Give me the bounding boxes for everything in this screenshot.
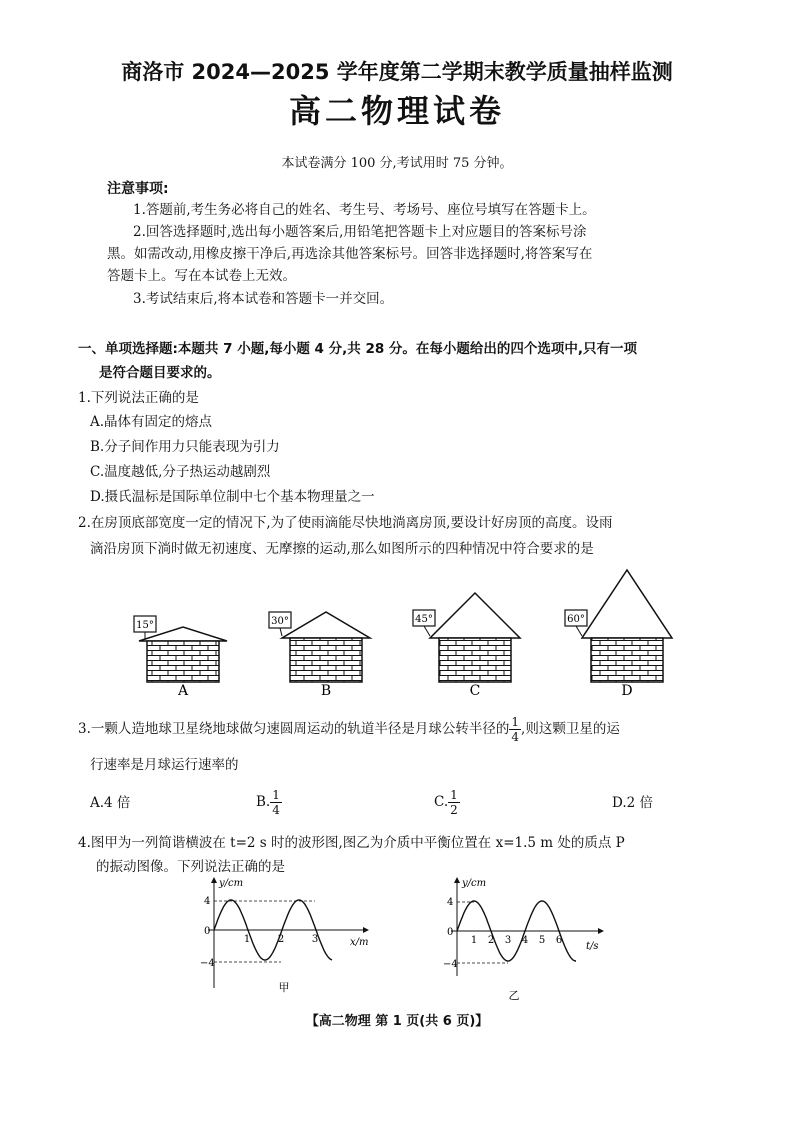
q1-option-a: A.晶体有固定的熔点: [90, 414, 213, 430]
svg-text:0: 0: [204, 926, 211, 937]
svg-text:−4: −4: [443, 959, 458, 970]
notice-item-1: 1.答题前,考生务必将自己的姓名、考生号、考场号、座位号填写在答题卡上。: [133, 202, 596, 218]
svg-text:t/s: t/s: [586, 941, 599, 952]
svg-text:0: 0: [447, 927, 454, 938]
house-d-label: D: [621, 683, 633, 699]
caption-jia: 甲: [278, 981, 290, 994]
svg-text:6: 6: [555, 935, 563, 946]
house-b-angle: 30°: [271, 616, 289, 627]
house-b-label: B: [320, 683, 332, 699]
svg-text:x/m: x/m: [350, 937, 369, 948]
house-c: [413, 593, 520, 699]
svg-text:3: 3: [311, 934, 319, 945]
house-b: [269, 612, 370, 699]
svg-text:1: 1: [243, 934, 251, 945]
svg-text:−4: −4: [200, 958, 215, 969]
notice-item-2-line3: 答题卡上。写在本试卷上无效。: [107, 268, 296, 284]
section-heading-line1: 一、单项选择题:本题共 7 小题,每小题 4 分,共 28 分。在每小题给出的四个选项中,只有一项: [78, 341, 638, 357]
q2-stem-line1: 2.在房顶底部宽度一定的情况下,为了使雨滴能尽快地淌离房顶,要设计好房顶的高度。设雨: [78, 515, 613, 531]
page-footer: 【高二物理 第 1 页(共 6 页)】: [305, 1014, 489, 1029]
exam-info: 本试卷满分 100 分,考试用时 75 分钟。: [281, 156, 513, 171]
q1-option-b: B.分子间作用力只能表现为引力: [90, 439, 280, 455]
notice-item-2-line1: 2.回答选择题时,选出每小题答案后,用铅笔把答题卡上对应题目的答案标号涂: [133, 224, 587, 240]
svg-text:4: 4: [447, 897, 454, 908]
svg-text:y/cm: y/cm: [462, 878, 487, 889]
subject-title: 高二物理试卷: [288, 92, 505, 130]
q4-graph-yi: [420, 872, 610, 1004]
section-heading-line2: 是符合题目要求的。: [99, 365, 221, 381]
q2-stem-line2: 滴沿房顶下淌时做无初速度、无摩擦的运动,那么如图所示的四种情况中符合要求的是: [90, 541, 594, 557]
q3-option-b: B. $\frac{1}{4}$: [256, 788, 280, 817]
caption-yi: 乙: [508, 989, 520, 1002]
svg-text:1: 1: [470, 935, 478, 946]
svg-text:2: 2: [277, 934, 285, 945]
house-d-angle: 60°: [567, 614, 585, 625]
house-a: [134, 616, 227, 699]
q2-houses-figure: [0, 560, 794, 700]
svg-text:5: 5: [538, 935, 546, 946]
q3-fraction: $\frac{1}{4}$: [511, 715, 520, 744]
notice-item-2-line2: 黑。如需改动,用橡皮擦干净后,再选涂其他答案标号。回答非选择题时,将答案写在: [107, 246, 593, 262]
q3-stem-line1: 3.一颗人造地球卫星绕地球做匀速圆周运动的轨道半径是月球公转半径的 $\frac{1}{4}$ ,则这颗卫星的运: [78, 715, 620, 744]
q3-stem-line2: 行速率是月球运行速率的: [90, 757, 239, 773]
notice-item-3: 3.考试结束后,将本试卷和答题卡一并交回。: [133, 291, 394, 307]
q3-option-d: D.2 倍: [612, 795, 654, 811]
svg-text:4: 4: [521, 935, 529, 946]
q4-stem-line1: 4.图甲为一列简谐横波在 t=2 s 时的波形图,图乙为介质中平衡位置在 x=1.5 m 处的质点 P: [78, 835, 625, 851]
q3-option-c: C. $\frac{1}{2}$: [434, 788, 458, 817]
q1-option-d: D.摄氏温标是国际单位制中七个基本物理量之一: [90, 489, 375, 505]
exam-title: 商洛市 2024—2025 学年度第二学期末教学质量抽样监测: [121, 60, 673, 84]
house-c-angle: 45°: [415, 614, 433, 625]
q1-option-c: C.温度越低,分子热运动越剧烈: [90, 464, 271, 480]
house-d: [565, 570, 672, 699]
house-a-angle: 15°: [136, 620, 154, 631]
svg-text:2: 2: [487, 935, 495, 946]
svg-text:3: 3: [504, 935, 512, 946]
q4-stem-line2: 的振动图像。下列说法正确的是: [96, 859, 285, 875]
q3-option-a: A.4 倍: [90, 795, 131, 811]
q4-graph-jia: [180, 872, 380, 1000]
svg-text:y/cm: y/cm: [219, 878, 244, 889]
svg-text:4: 4: [204, 896, 211, 907]
q1-stem: 1.下列说法正确的是: [78, 390, 199, 406]
house-c-label: C: [469, 683, 481, 699]
house-a-label: A: [177, 683, 189, 699]
notice-title: 注意事项:: [107, 181, 169, 197]
